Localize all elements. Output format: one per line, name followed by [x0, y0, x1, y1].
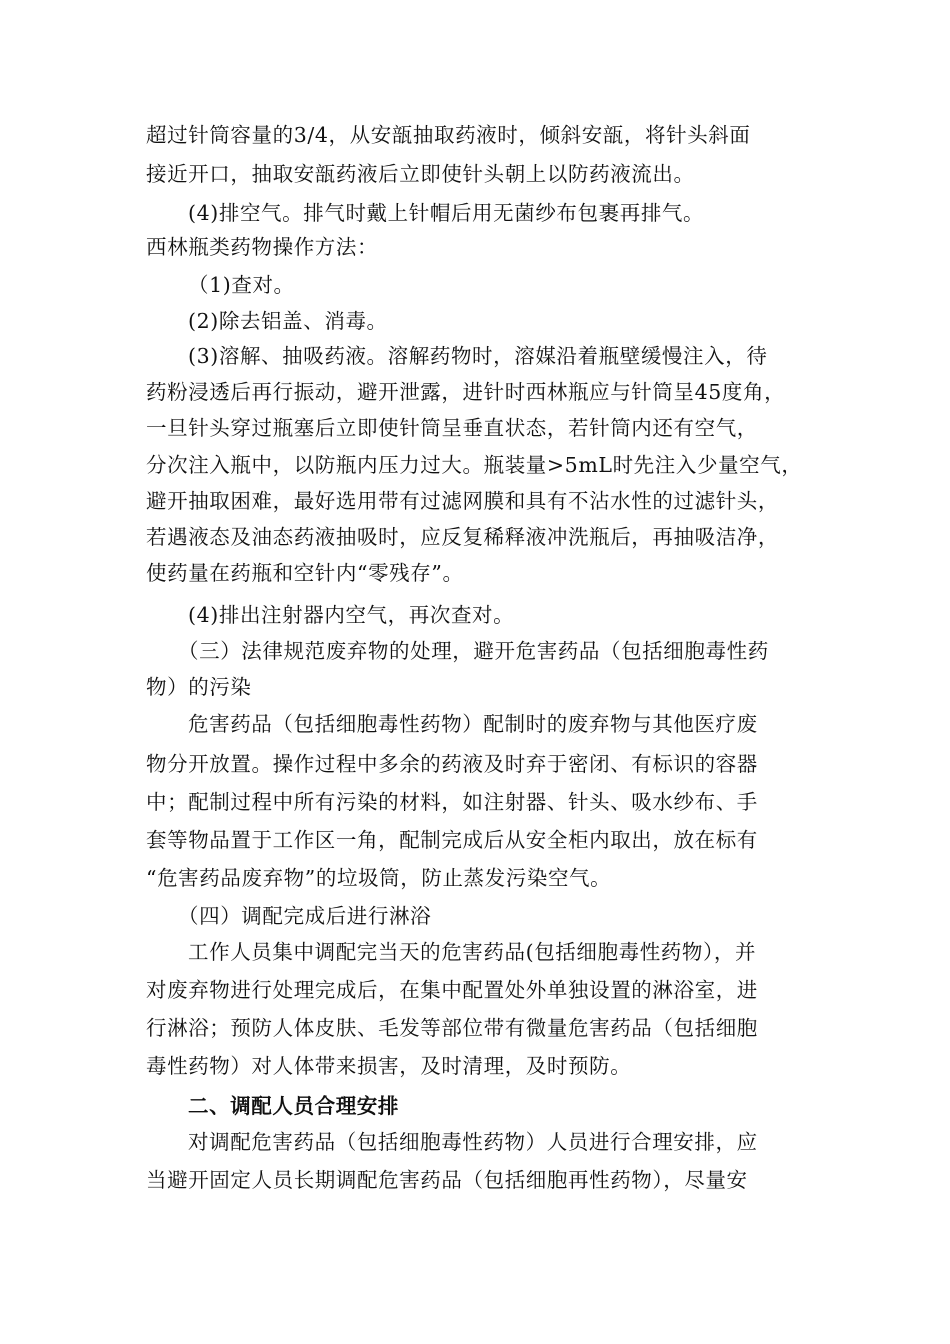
- text-line: 物分开放置。操作过程中多余的药液及时弃于密闭、有标识的容器: [146, 752, 758, 776]
- text-line: 工作人员集中调配完当天的危害药品(包括细胞毒性药物），并: [188, 940, 757, 964]
- section-heading: （四）调配完成后进行淋浴: [178, 904, 432, 928]
- text-line: 使药量在药瓶和空针内“零残存”。: [146, 561, 464, 585]
- list-item: (2)除去铝盖、消毒。: [188, 309, 388, 333]
- text-line: 超过针筒容量的3/4，从安瓿抽取药液时，倾斜安瓿，将针头斜面: [146, 123, 751, 147]
- text-line: 行淋浴；预防人体皮肤、毛发等部位带有微量危害药品（包括细胞: [146, 1016, 758, 1040]
- text-line: 当避开固定人员长期调配危害药品（包括细胞再性药物），尽量安: [146, 1168, 748, 1192]
- section-heading: 西林瓶类药物操作方法：: [146, 235, 379, 259]
- text-line: 套等物品置于工作区一角，配制完成后从安全柜内取出，放在标有: [146, 828, 758, 852]
- text-line: 一旦针头穿过瓶塞后立即使针筒呈垂直状态，若针筒内还有空气，: [146, 416, 758, 440]
- text-line: 分次注入瓶中，以防瓶内压力过大。瓶装量>5mL时先注入少量空气，: [146, 453, 803, 477]
- section-heading: （三）法律规范废弃物的处理，避开危害药品（包括细胞毒性药: [178, 639, 769, 663]
- text-line: 避开抽取困难，最好选用带有过滤网膜和具有不沾水性的过滤针头，: [146, 489, 779, 513]
- section-heading: 物）的污染: [146, 675, 252, 699]
- text-line: 接近开口，抽取安瓿药液后立即使针头朝上以防药液流出。: [146, 162, 695, 186]
- text-line: 药粉浸透后再行振动，避开泄露，进针时西林瓶应与针筒呈45度角，: [146, 380, 786, 404]
- text-line: 危害药品（包括细胞毒性药物）配制时的废弃物与其他医疗废: [188, 712, 758, 736]
- list-item: （1)查对。: [188, 273, 295, 297]
- text-line: 中；配制过程中所有污染的材料，如注射器、针头、吸水纱布、手: [146, 790, 758, 814]
- list-item: (3)溶解、抽吸药液。溶解药物时，溶媒沿着瓶壁缓慢注入，待: [188, 344, 768, 368]
- text-line: 对废弃物进行处理完成后，在集中配置处外单独设置的淋浴室，进: [146, 978, 758, 1002]
- text-line: (4)排空气。排气时戴上针帽后用无菌纱布包裹再排气。: [188, 201, 705, 225]
- text-line: “危害药品废弃物”的垃圾筒，防止蒸发污染空气。: [146, 866, 612, 890]
- list-item: (4)排出注射器内空气，再次查对。: [188, 603, 515, 627]
- text-line: 若遇液态及油态药液抽吸时，应反复稀释液冲洗瓶后，再抽吸洁净，: [146, 525, 779, 549]
- text-line: 对调配危害药品（包括细胞毒性药物）人员进行合理安排，应: [188, 1130, 758, 1154]
- chapter-heading: 二、调配人员合理安排: [188, 1094, 399, 1118]
- text-line: 毒性药物）对人体带来损害，及时清理，及时预防。: [146, 1054, 632, 1078]
